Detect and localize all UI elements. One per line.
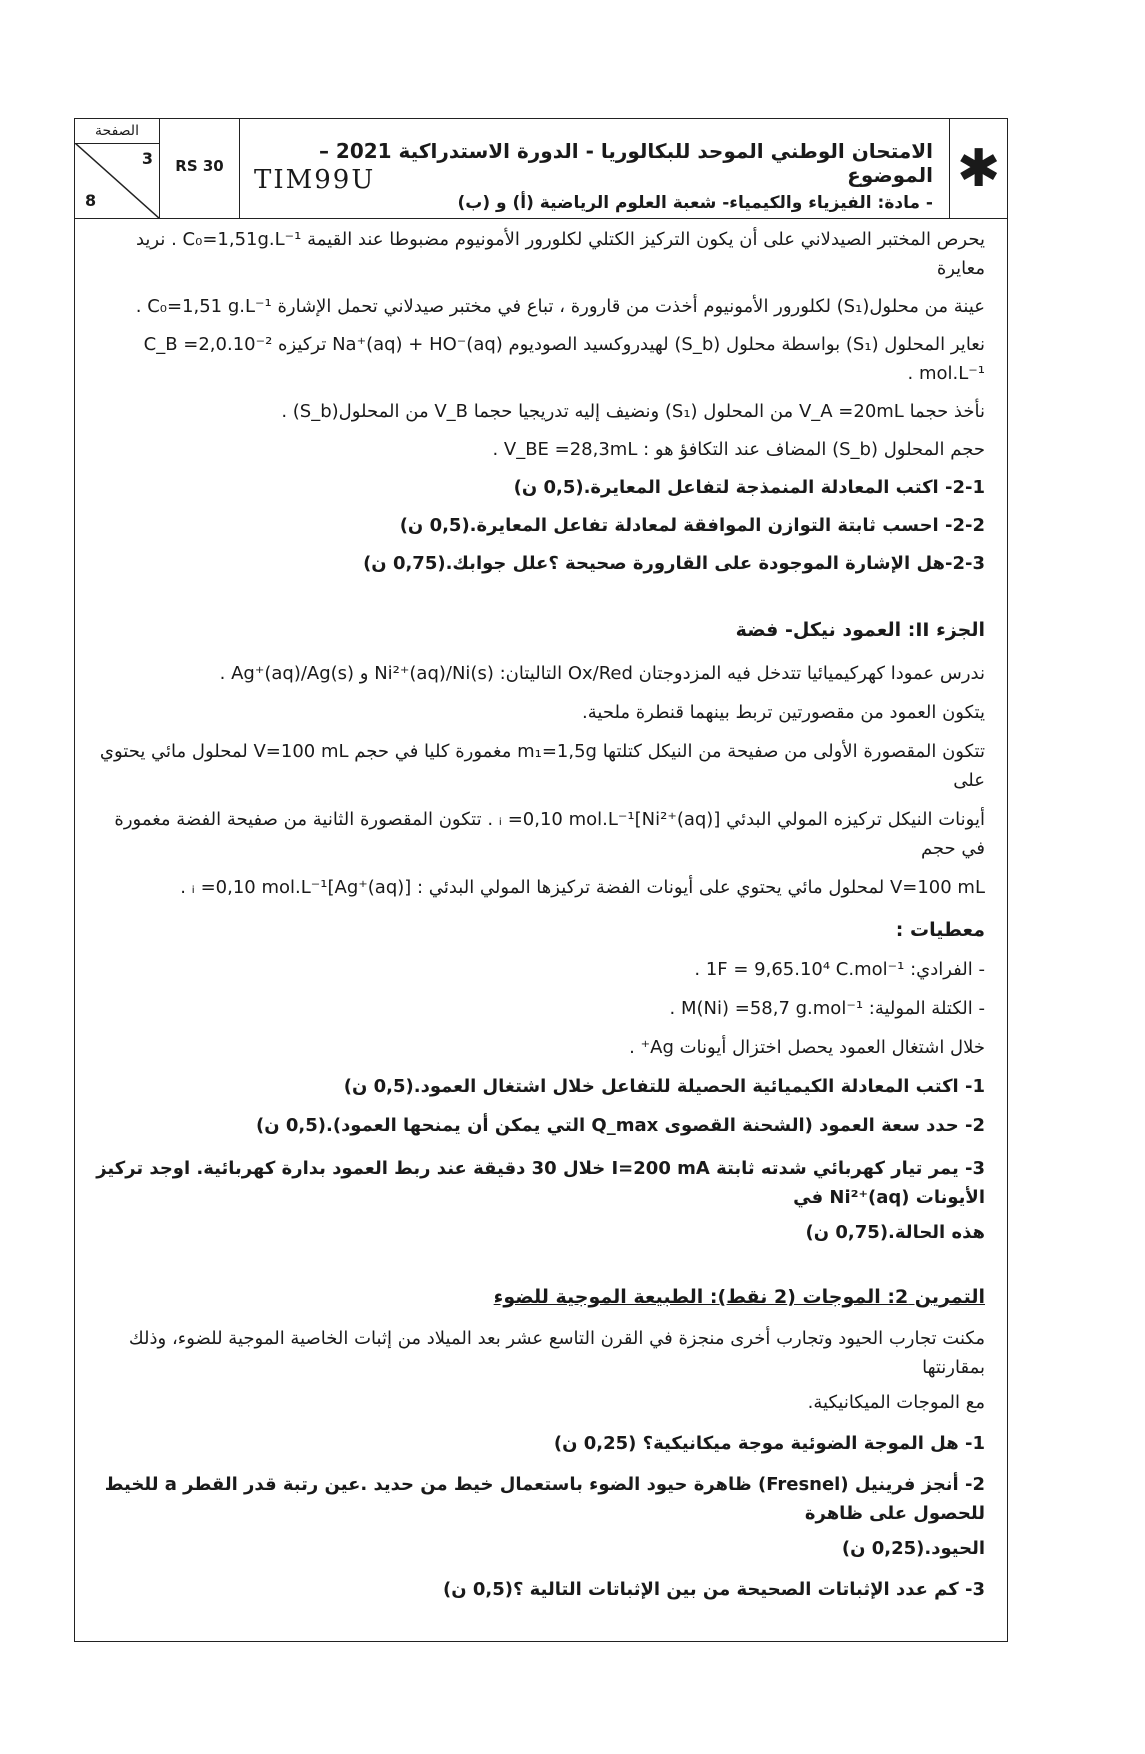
data-item: - الكتلة المولية: M(Ni) =58,7 g.mol⁻¹ . (669, 998, 985, 1019)
paragraph: تتكون المقصورة الأولى من صفيحة من النيكل كتلتها m₁=1,5g مغمورة كليا في حجم V=100 mL لمحلول مائي يحتوي على (99, 741, 985, 791)
paragraph: يتكون العمود من مقصورتين تربط بينهما قنطرة ملحية. (582, 702, 985, 723)
page-number-box (75, 119, 160, 218)
star-icon: ✱ (956, 139, 1001, 199)
paragraph: مع الموجات الميكانيكية. (807, 1392, 985, 1413)
question-2-1: 2-1- اكتب المعادلة المنمذجة لتفاعل المعايرة.(0,5 ن) (513, 477, 985, 498)
question-2-2: 2-2- احسب ثابتة التوازن الموافقة لمعادلة تفاعل المعايرة.(0,5 ن) (399, 515, 985, 536)
exercise-2-question-2: 2- أنجز فرينيل (Fresnel) ظاهرة حيود الضوء باستعمال خيط من حديد .عين رتبة قدر القطر a للخيط للحصول على ظاهرة (104, 1474, 985, 1524)
exam-header (75, 119, 1007, 219)
data-item: - الفرادي: 1F = 9,65.10⁴ C.mol⁻¹ . (694, 959, 985, 980)
paragraph: أيونات النيكل تركيزه المولي البدئي [Ni²⁺(aq)]ᵢ =0,10 mol.L⁻¹ . تتكون المقصورة الثانية من صفيحة الفضة مغمورة في حجم (114, 809, 985, 859)
exercise-2-title: التمرين 2: الموجات (2 نقط): الطبيعة الموجية للضوء (493, 1286, 985, 1308)
page-label: الصفحة (75, 119, 159, 144)
paragraph: حجم المحلول (S_b) المضاف عند التكافؤ هو : V_BE =28,3mL . (492, 439, 985, 460)
question-2-3: 2-3-هل الإشارة الموجودة على القارورة صحيحة ؟علل جوابك.(0,75 ن) (363, 553, 985, 574)
paragraph: ندرس عمودا كهركيميائيا تتدخل فيه المزدوجتان Ox/Red التاليتان: Ni²⁺(aq)/Ni(s) و Ag⁺(aq)/Ag(s) . (219, 663, 985, 684)
exam-subject: - مادة: الفيزياء والكيمياء- شعبة العلوم الرياضية (أ) و (ب) (457, 193, 933, 213)
paragraph: نأخذ حجما V_A =20mL من المحلول (S₁) ونضيف إليه تدريجيا حجما V_B من المحلول(S_b) . (281, 401, 985, 422)
exam-page (74, 118, 1008, 1642)
part-2-question-1: 1- اكتب المعادلة الكيميائية الحصيلة للتفاعل خلال اشتغال العمود.(0,5 ن) (343, 1076, 985, 1097)
page-number: 3 (141, 149, 153, 168)
page-total: 8 (85, 191, 97, 210)
paragraph: مكنت تجارب الحيود وتجارب أخرى منجزة في القرن التاسع عشر بعد الميلاد من إثبات الخاصية الموجية للضوء، وذلك بمقارنتها (128, 1328, 985, 1378)
data-title: معطيات : (895, 919, 985, 941)
part-2-question-3: 3- يمر تيار كهربائي شدته ثابتة I=200 mA خلال 30 دقيقة عند ربط العمود بدارة كهربائية. اوجد تركيز الأيونات Ni²⁺(aq) في (96, 1158, 985, 1208)
exercise-2-question-2-cont: الحيود.(0,25 ن) (841, 1538, 985, 1559)
handwritten-signature: TIM99U (254, 165, 376, 195)
part-2-question-3-cont: هذه الحالة.(0,75 ن) (805, 1222, 985, 1243)
exam-title-box (240, 119, 950, 218)
part-2-title: الجزء II: العمود نيكل- فضة (735, 619, 985, 641)
exercise-2-question-3: 3- كم عدد الإثباتات الصحيحة من بين الإثباتات التالية ؟(0,5 ن) (443, 1579, 985, 1600)
paragraph: نعاير المحلول (S₁) بواسطة محلول (S_b) لهيدروكسيد الصوديوم Na⁺(aq) + HO⁻(aq) تركيزه C_B =2,0.10⁻² mol.L⁻¹ . (143, 334, 985, 384)
part-2-question-2: 2- حدد سعة العمود (الشحنة القصوى Q_max التي يمكن أن يمنحها العمود).(0,5 ن) (256, 1115, 985, 1136)
exercise-2-question-1: 1- هل الموجة الضوئية موجة ميكانيكية؟ (0,25 ن) (553, 1433, 985, 1454)
paragraph: يحرص المختبر الصيدلاني على أن يكون التركيز الكتلي لكلورور الأمونيوم مضبوطا عند القيمة C₀=1,51g.L⁻¹ . نريد معايرة (135, 229, 985, 279)
paragraph: خلال اشتغال العمود يحصل اختزال أيونات Ag⁺ . (629, 1037, 985, 1058)
paragraph: عينة من محلول(S₁) لكلورور الأمونيوم أخذت من قارورة ، تباع في مختبر صيدلاني تحمل الإشارة C₀=1,51 g.L⁻¹ . (135, 296, 985, 317)
paragraph: V=100 mL لمحلول مائي يحتوي على أيونات الفضة تركيزها المولي البدئي : [Ag⁺(aq)]ᵢ =0,10 mol.L⁻¹ . (180, 877, 985, 898)
subject-code: RS 30 (160, 119, 240, 218)
exam-title: الامتحان الوطني الموحد للبكالوريا - الدورة الاستدراكية 2021 – الموضوع (318, 139, 933, 187)
exam-content (95, 219, 985, 1604)
